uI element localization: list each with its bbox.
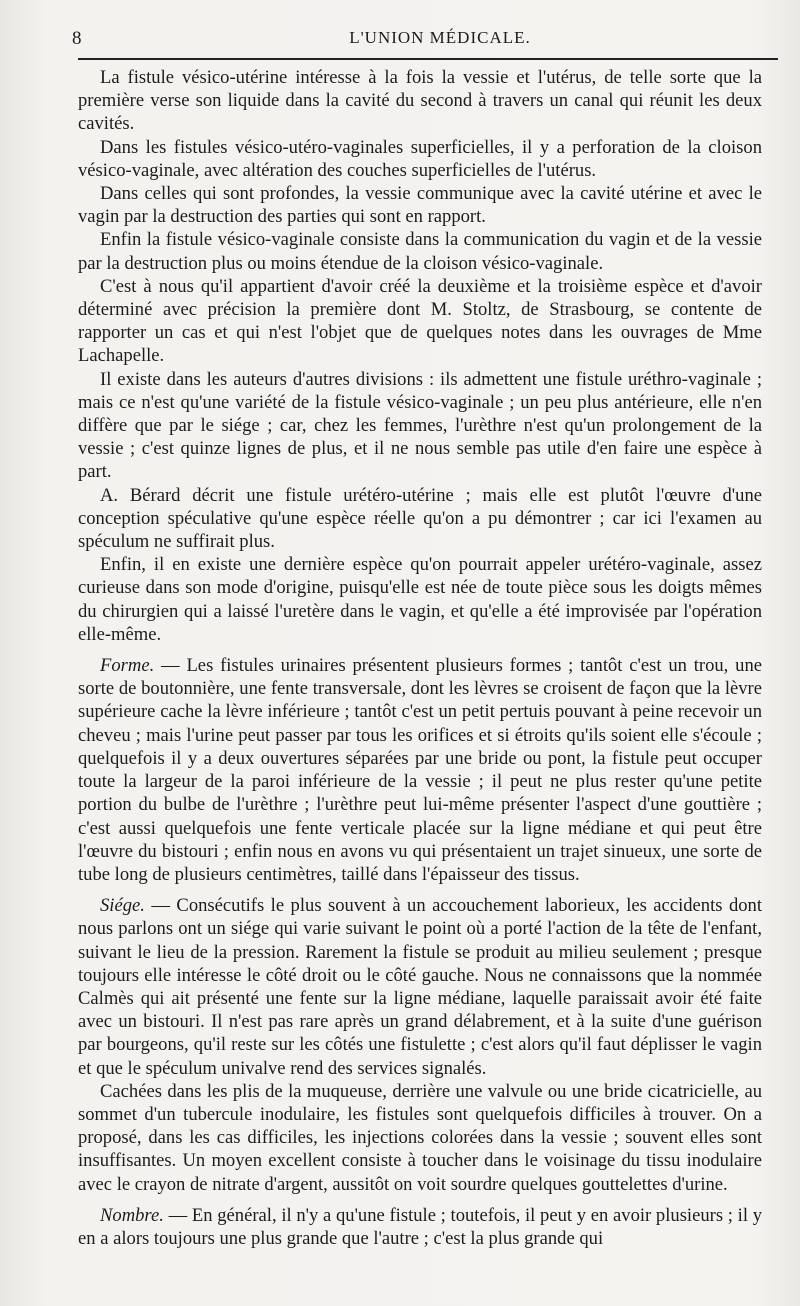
paragraph bbox=[78, 654, 762, 886]
paragraph-text: — Consécutifs le plus souvent à un accouchement laborieux, les accidents dont nous parlons ont un siége qui varie suivant le point où a porté l'action de la tête de l'enfant, suivant le lieu de la pression. Rarement la fistule se produit au milieu seulement ; presque toujours elle intéresse le côté droit ou le côté gauche. Nous ne connaissons que la nommée Calmès qui ait présenté une fente sur la ligne médiane, laquelle paraissait avoir été faite avec un bistouri. Il n'est pas rare après un grand délabrement, et à la suite d'une guérison par bourgeons, qu'il reste sur les côtés une fistulette ; c'est alors qu'il faut déplisser le vagin et que le spéculum univalve rend des services signalés. bbox=[78, 895, 762, 1079]
paragraph-text: Enfin la fistule vésico-vaginale consiste dans la communication du vagin et de la vessie par la destruction plus ou moins étendue de la cloison vésico-vaginale. bbox=[78, 229, 762, 274]
paragraph bbox=[78, 894, 762, 1080]
section-lead: Forme. bbox=[100, 655, 155, 677]
paragraph bbox=[78, 368, 762, 484]
header-rule bbox=[78, 58, 778, 60]
paragraph-text: C'est à nous qu'il appartient d'avoir créé la deuxième et la troisième espèce et d'avoir déterminé avec précision la première dont M. Stoltz, de Strasbourg, se contente de rapporter un cas et qui n'est l'objet que de quelques notes dans les ouvrages de Mme Lachapelle. bbox=[78, 275, 762, 367]
paragraph-text: — En général, il n'y a qu'une fistule ; toutefois, il peut y en avoir plusieurs ; il y en a alors toujours une plus grande que l'autre ; c'est la plus grande qui bbox=[78, 1204, 762, 1249]
paragraph-text: Dans celles qui sont profondes, la vessie communique avec la cavité utérine et avec le vagin par la destruction des parties qui sont en rapport. bbox=[78, 183, 762, 228]
section-lead: Siége. bbox=[100, 895, 145, 917]
paragraph bbox=[78, 136, 762, 182]
paragraph bbox=[78, 275, 762, 368]
paragraph-text: La fistule vésico-utérine intéresse à la fois la vessie et l'utérus, de telle sorte que la première verse son liquide dans la cavité du second à travers un canal qui réunit les deux cavités. bbox=[78, 67, 762, 135]
section-lead: Nombre. bbox=[100, 1204, 164, 1226]
page-header bbox=[72, 18, 762, 58]
paragraph-text: Cachées dans les plis de la muqueuse, derrière une valvule ou une bride cicatricielle, au sommet d'un tubercule inodulaire, les fistules sont quelquefois difficiles à trouver. On a proposé, dans les cas difficiles, les injections colorées dans la vessie ; souvent elles sont insuffisantes. Un moyen excellent consiste à toucher dans le voisinage du tissu inodulaire avec le crayon de nitrate d'argent, aussitôt on voit sourdre quelques gouttelettes d'urine. bbox=[78, 1080, 762, 1195]
page-number: 8 bbox=[72, 28, 82, 49]
paragraph-text: — Les fistules urinaires présentent plusieurs formes ; tantôt c'est un trou, une sorte de boutonnière, une fente transversale, dont les lèvres se croisent de façon que la lèvre supérieure cache la lèvre inférieure ; tantôt c'est un petit pertuis pouvant à peine recevoir un cheveu ; mais l'urine peut passer par tous les orifices et si étroits qu'ils soient elle s'écoule ; quelquefois il y a deux ouvertures séparées par une bride ou pont, la fistule peut occuper toute la largeur de la paroi inférieure de la vessie ; il peut ne plus rester qu'une petite portion du bulbe de l'urèthre ; l'urèthre peut lui-même présenter l'aspect d'une gouttière ; c'est aussi quelquefois une fente verticale placée sur la ligne médiane et qui peut être l'œuvre du bistouri ; enfin nous en avons vu qui présentaient un trajet sinueux, une sorte de tube long de plusieurs centimètres, taillé dans l'épaisseur des tissus. bbox=[78, 655, 762, 885]
running-title: L'UNION MÉDICALE. bbox=[349, 28, 531, 47]
paragraph bbox=[78, 553, 762, 646]
paragraph bbox=[78, 228, 762, 274]
paragraph-text: Enfin, il en existe une dernière espèce qu'on pourrait appeler urétéro-vaginale, assez curieuse dans son mode d'origine, puisqu'elle est née de toute pièce sous les doigts mêmes du chirurgien qui a laissé l'uretère dans le vagin, et qu'elle a été improvisée par l'opération elle-même. bbox=[78, 554, 762, 645]
paragraph-text: A. Bérard décrit une fistule urétéro-utérine ; mais elle est plutôt l'œuvre d'une conception spéculative qu'une espèce réelle qu'on a pu démontrer ; car ici l'examen au spéculum ne suffirait plus. bbox=[78, 484, 762, 553]
paragraph bbox=[78, 1080, 762, 1196]
paragraph bbox=[78, 1204, 762, 1250]
paragraph-text: Il existe dans les auteurs d'autres divisions : ils admettent une fistule uréthro-vaginale ; mais ce n'est qu'une variété de la fistule vésico-vaginale ; un peu plus antérieure, elle n'en diffère que par le siége ; car, chez les femmes, l'urèthre n'est qu'un prolongement de la vessie ; c'est quinze lignes de plus, et il ne nous semble pas utile d'en faire une espèce à part. bbox=[78, 368, 762, 483]
paragraph bbox=[78, 182, 762, 228]
paragraph bbox=[78, 66, 762, 136]
paragraph-text: Dans les fistules vésico-utéro-vaginales superficielles, il y a perforation de la cloison vésico-vaginale, avec altération des couches superficielles de l'utérus. bbox=[78, 136, 762, 181]
paragraph bbox=[78, 484, 762, 554]
body-text bbox=[78, 66, 762, 1250]
